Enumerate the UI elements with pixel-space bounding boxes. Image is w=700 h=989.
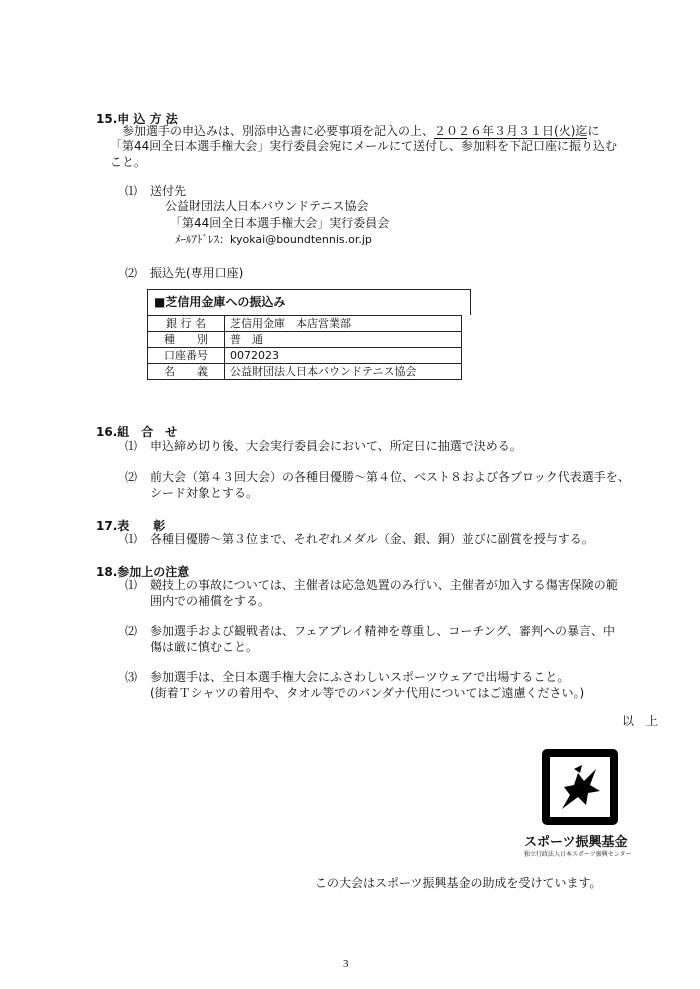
item-number: ⑴ [125, 184, 138, 198]
section-16-item-2a: 前大会（第４３回大会）の各種目優勝～第４位、ベスト８および各ブロック代表選手を、 [150, 470, 630, 484]
item-number: ⑴ [125, 439, 138, 453]
section-18-heading: 18.参加上の注意 [96, 565, 190, 579]
bank-table [147, 315, 462, 380]
item-number: ⑵ [125, 266, 138, 280]
bank-value: 芝信用金庫 本店営業部 [225, 316, 462, 332]
address-committee: 「第44回全日本選手権大会」実行委員会 [170, 216, 390, 230]
address-email: ﾒｰﾙｱﾄﾞﾚｽ：kyokai@boundtennis.or.jp [175, 233, 372, 246]
section-18-item-1a: 競技上の事故については、主催者は応急処置のみ行い、主催者が加入する傷害保険の範 [150, 578, 618, 592]
bank-transfer-label: 振込先(専用口座) [150, 266, 244, 280]
deadline-date: ２０２６年３月３１日(火)迄 [434, 124, 588, 138]
item-number: ⑶ [125, 670, 138, 684]
section-16-item-1: 申込締め切り後、大会実行委員会において、所定日に抽選で決める。 [150, 439, 522, 453]
section-18-item-2a: 参加選手および観戦者は、フェアプレイ精神を尊重し、コーチング、審判への暴言、中 [150, 624, 616, 638]
section-15-line-1 [122, 124, 599, 139]
item-number: ⑴ [125, 532, 138, 546]
bank-key: 名 義 [148, 364, 225, 380]
bank-value: 普 通 [225, 332, 462, 348]
section-17-heading: 17.表 彰 [96, 519, 166, 533]
section-16-item-2b: シード対象とする。 [150, 486, 259, 500]
section-16-heading: 16.組 合 せ [96, 425, 178, 439]
page-number: 3 [343, 958, 349, 970]
funding-note: この大会はスポーツ振興基金の助成を受けています。 [315, 876, 602, 890]
item-number: ⑵ [125, 470, 138, 484]
bank-value: 公益財団法人日本バウンドテニス協会 [225, 364, 462, 380]
section-18-item-1b: 囲内での補償をする。 [150, 594, 271, 608]
section-18-item-3a: 参加選手は、全日本選手権大会にふさわしいスポーツウェアで出場すること。 [150, 670, 570, 684]
address-org: 公益財団法人日本バウンドテニス協会 [165, 199, 369, 213]
bank-key: 種 別 [148, 332, 225, 348]
table-row [148, 316, 462, 332]
bank-value: 0072023 [225, 348, 462, 364]
table-row [148, 364, 462, 380]
sport-promotion-fund-logo-icon [540, 747, 620, 827]
section-15-text-a: 参加選手の申込みは、別添申込書に必要事項を記入の上、 [122, 124, 435, 138]
section-15-line-2: 「第44回全日本選手権大会」実行委員会宛にメールにて送付し、参加料を下記口座に振り込む [110, 139, 618, 153]
item-number: ⑴ [125, 578, 138, 592]
logo-org: 独立行政法人日本スポーツ振興センター [524, 851, 632, 858]
closing-remark: 以 上 [622, 714, 659, 728]
table-row [148, 348, 462, 364]
bank-box-title: ■芝信用金庫への振込み [147, 289, 471, 315]
section-15-line-3: こと。 [110, 155, 147, 169]
section-17-item-1: 各種目優勝～第３位まで、それぞれメダル（金、銀、銅）並びに副賞を授与する。 [150, 532, 594, 546]
section-15-heading: 15.申 込 方 法 [96, 112, 178, 126]
bank-key: 口座番号 [148, 348, 225, 364]
section-18-item-3b: (街着Ｔシャツの着用や、タオル等でのバンダナ代用についてはご遠慮ください。) [150, 686, 585, 700]
section-18-item-2b: 傷は厳に慎むこと。 [150, 640, 259, 654]
logo-name: スポーツ振興基金 [524, 835, 628, 850]
section-15-text-b: に [587, 124, 600, 138]
table-row [148, 332, 462, 348]
item-number: ⑵ [125, 624, 138, 638]
bank-key: 銀 行 名 [148, 316, 225, 332]
bank-box [147, 289, 471, 380]
send-to-label: 送付先 [150, 184, 187, 198]
